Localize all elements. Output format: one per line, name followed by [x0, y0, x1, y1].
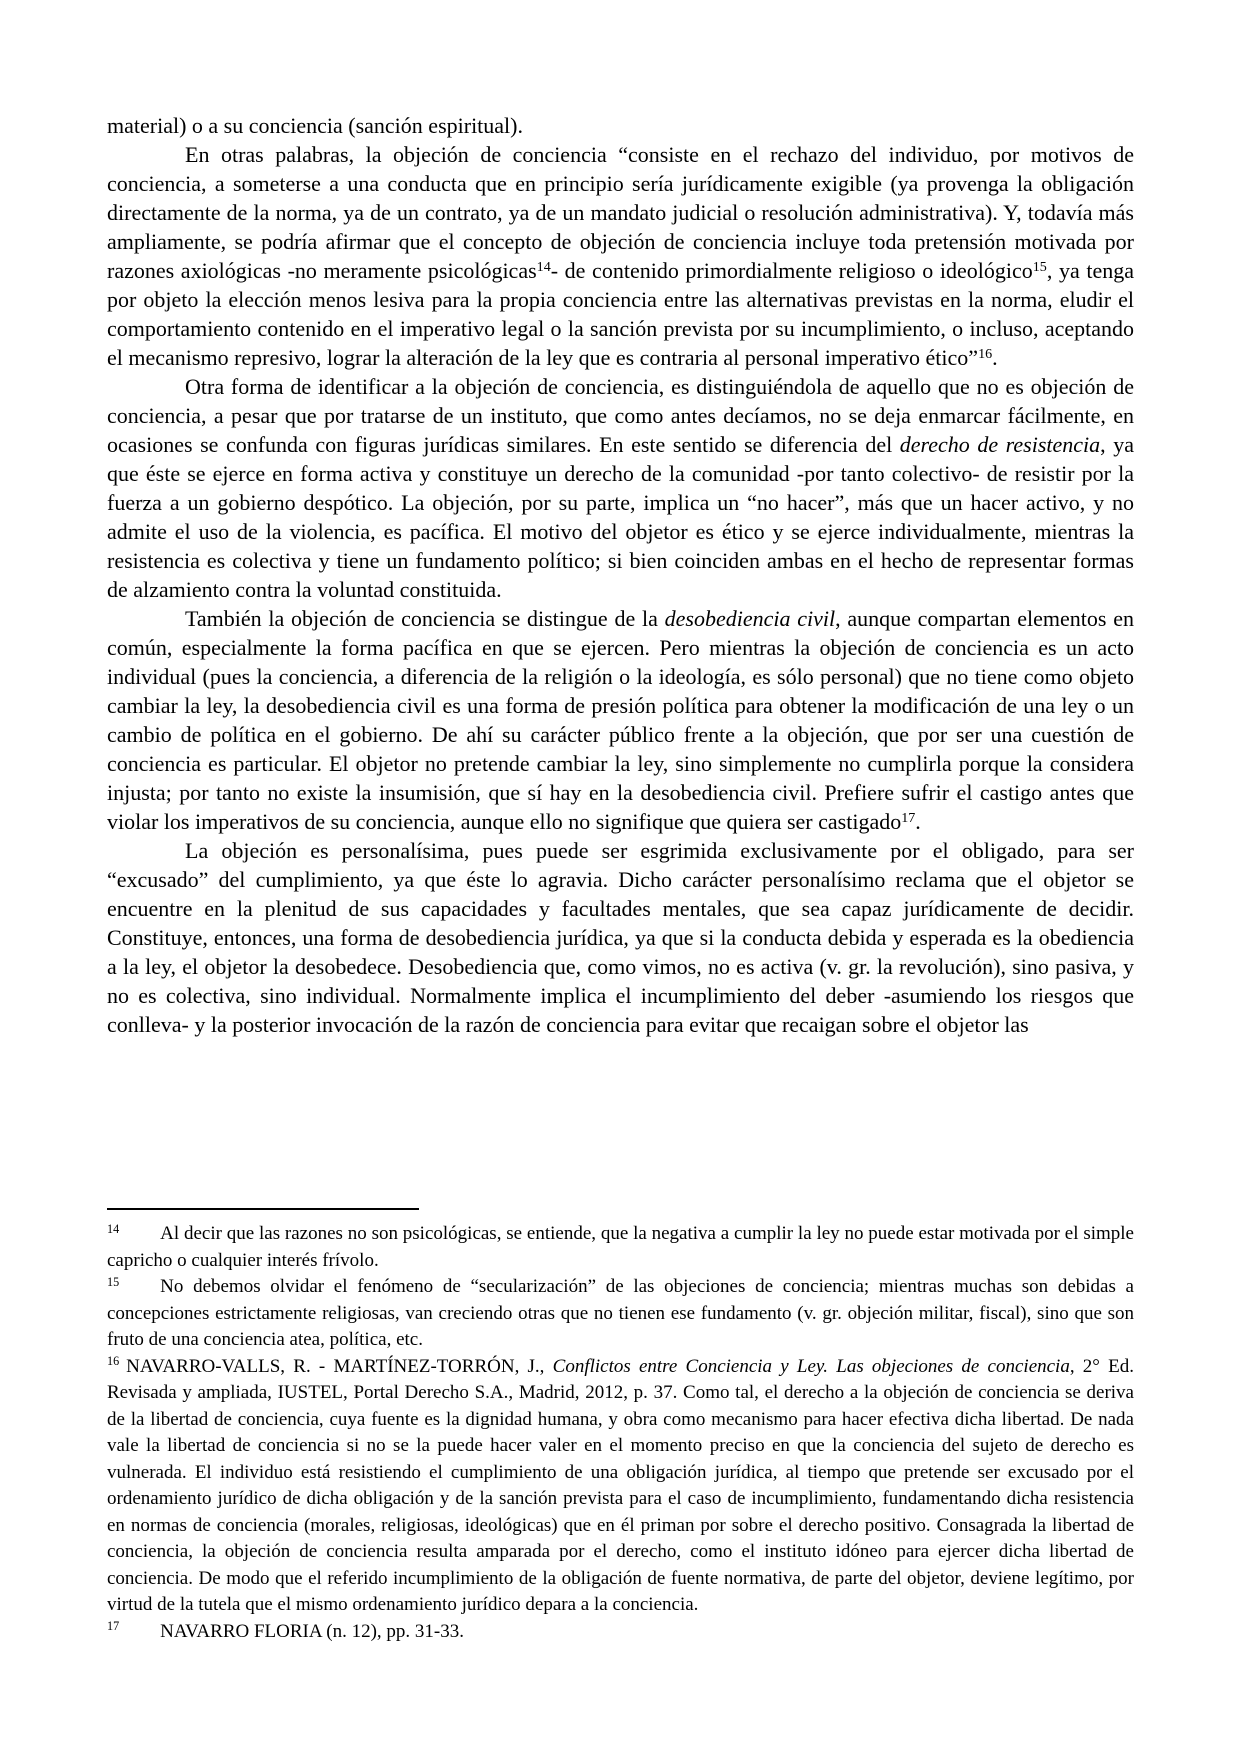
footnote-number: 14 — [107, 1221, 120, 1236]
text-run: NAVARRO-VALLS, R. - MARTÍNEZ-TORRÓN, J., — [126, 1355, 553, 1377]
paragraph — [107, 140, 1134, 372]
footnote-number: 15 — [107, 1274, 120, 1289]
text-run: , ya tenga por objeto la elección menos lesiva para la propia conciencia entre las alternativas previstas en la norma, eludir el comportamiento contenido en el imperativo legal o la sanción prevista por su incumplimiento, o incluso, aceptando el mecanismo represivo, lograr la alteración de la ley que es contraria al personal imperativo ético” — [107, 258, 1134, 370]
text-run: También la objeción de conciencia se distingue de la — [185, 606, 665, 631]
paragraph — [107, 836, 1134, 1039]
footnote-item — [107, 1274, 1134, 1354]
footnote-ref: 17 — [901, 809, 916, 826]
footnote-item — [107, 1354, 1134, 1619]
footnote-ref: 16 — [978, 345, 993, 362]
footnote-area — [107, 1208, 1134, 1645]
italic-text: Conflictos entre Conciencia y Ley. Las objeciones de conciencia — [552, 1355, 1070, 1377]
text-run: Otra forma de identificar a la objeción de conciencia, es distinguiéndola de aquello que no es objeción de conciencia, a pesar que por tratarse de un instituto, que como antes decíamos, no se deja enmarcar fácilmente, en ocasiones se confunda con figuras jurídicas similares. En este sentido se diferencia del — [107, 374, 1134, 457]
text-run: . — [992, 345, 998, 370]
footnote-item — [107, 1221, 1134, 1274]
footnote-separator — [107, 1208, 419, 1210]
text-run: , aunque compartan elementos en común, especialmente la forma pacífica en que se ejercen. Pero mientras la objeción de conciencia es un acto individual (pues la conciencia, a diferencia de la religión o la ideología, es sólo personal) que no tiene como objeto cambiar la ley, la desobediencia civil es una forma de presión política para obtener la modificación de una ley o un cambio de política en el gobierno. De ahí su carácter público frente a la objeción, que por ser una cuestión de conciencia es particular. El objetor no pretende cambiar la ley, sino simplemente no cumplirla porque la considera injusta; por tanto no existe la insumisión, que sí hay en la desobediencia civil. Prefiere sufrir el castigo antes que violar los imperativos de su conciencia, aunque ello no signifique que quiera ser castigado — [107, 606, 1134, 834]
footnote-item — [107, 1619, 1134, 1646]
paragraph — [107, 111, 1134, 140]
text-run: , ya que éste se ejerce en forma activa y constituye un derecho de la comunidad -por tanto colectivo- de resistir por la fuerza a un gobierno despótico. La objeción, por su parte, implica un “no hacer”, más que un hacer activo, y no admite el uso de la violencia, es pacífica. El motivo del objetor es ético y se ejerce individualmente, mientras la resistencia es colectiva y tiene un fundamento político; si bien coinciden ambas en el hecho de representar formas de alzamiento contra la voluntad constituida. — [107, 432, 1134, 602]
text-run: La objeción es personalísima, pues puede ser esgrimida exclusivamente por el obligado, para ser “excusado” del cumplimiento, ya que éste lo agravia. Dicho carácter personalísimo reclama que el objetor se encuentre en la plenitud de sus capacidades y facultades mentales, que sea capaz jurídicamente de decidir. Constituye, entonces, una forma de desobediencia jurídica, ya que si la conducta debida y esperada es la obediencia a la ley, el objetor la desobedece. Desobediencia que, como vimos, no es activa (v. gr. la revolución), sino pasiva, y no es colectiva, sino individual. Normalmente implica el incumplimiento del deber -asumiendo los riesgos que conlleva- y la posterior invocación de la razón de conciencia para evitar que recaigan sobre el objetor las — [107, 838, 1134, 1037]
footnote-ref: 14 — [536, 258, 551, 275]
text-run: NAVARRO FLORIA (n. 12), pp. 31-33. — [160, 1620, 465, 1642]
text-run: En otras palabras, la objeción de conciencia “consiste en el rechazo del individuo, por motivos de conciencia, a someterse a una conducta que en principio sería jurídicamente exigible (ya provenga la obligación directamente de la norma, ya de un contrato, ya de un mandato judicial o resolución administrativa). Y, todavía más ampliamente, se podría afirmar que el concepto de objeción de conciencia incluye toda pretensión motivada por razones axiológicas -no meramente psicológicas — [107, 142, 1134, 283]
italic-text: desobediencia civil — [664, 606, 836, 631]
text-run: Al decir que las razones no son psicológicas, se entiende, que la negativa a cumplir la ley no puede estar motivada por el simple capricho o cualquier interés frívolo. — [107, 1223, 1134, 1271]
footnote-ref: 15 — [1032, 258, 1047, 275]
footnotes-section — [107, 1221, 1134, 1645]
text-run: - de contenido primordialmente religioso o ideológico — [550, 258, 1033, 283]
footnote-number: 16 — [107, 1354, 120, 1369]
text-run: , 2° Ed. Revisada y ampliada, IUSTEL, Portal Derecho S.A., Madrid, 2012, p. 37. Como tal, el derecho a la objeción de conciencia se deriva de la libertad de conciencia, cuya fuente es la dignidad humana, y obra como mecanismo para hacer efectiva dicha libertad. De nada vale la libertad de conciencia si no se la puede hacer valer en el momento preciso en que la conciencia del sujeto de derecho es vulnerada. El individuo está resistiendo el cumplimiento de una obligación jurídica, al tiempo que pretende ser excusado por el ordenamiento jurídico de dicha obligación y de la sanción prevista para el caso de incumplimiento, fundamentando dicha resistencia en normas de conciencia (morales, religiosas, ideológicas) que en él priman por sobre el derecho positivo. Consagrada la libertad de conciencia, la objeción de conciencia resulta amparada por el derecho, como el instituto idóneo para ejercer dicha libertad de conciencia. De modo que el referido incumplimiento de la obligación de fuente normativa, de parte del objetor, deviene legítimo, por virtud de la tutela que el mismo ordenamiento jurídico depara a la conciencia. — [107, 1355, 1134, 1615]
paragraph — [107, 372, 1134, 604]
footnote-number: 17 — [107, 1619, 120, 1634]
text-run: . — [915, 809, 921, 834]
text-run: material) o a su conciencia (sanción espiritual). — [107, 113, 523, 138]
italic-text: derecho de resistencia — [899, 432, 1101, 457]
paragraph — [107, 604, 1134, 836]
text-run: No debemos olvidar el fenómeno de “secularización” de las objeciones de conciencia; mientras muchas son debidas a concepciones estrictamente religiosas, van creciendo otras que no tienen ese fundamento (v. gr. objeción militar, fiscal), sino que son fruto de una conciencia atea, política, etc. — [107, 1276, 1134, 1350]
body-text — [107, 111, 1134, 1039]
